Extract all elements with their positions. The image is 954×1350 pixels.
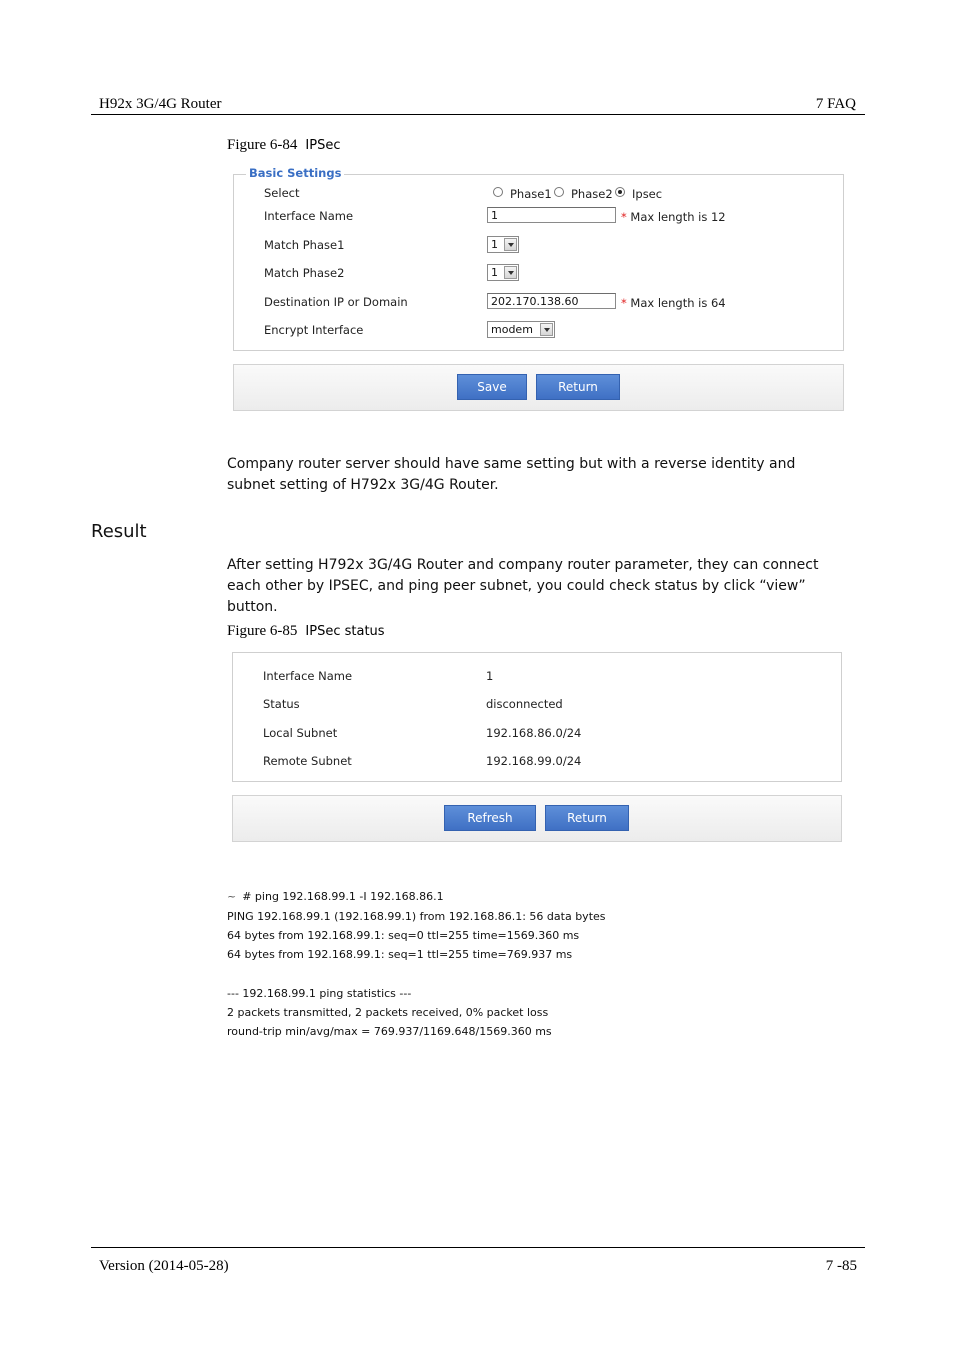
figure-85-number: Figure 6-85 [227, 623, 298, 639]
status-row-value: 192.168.99.0/24 [486, 754, 582, 768]
chevron-down-icon [504, 266, 517, 279]
encrypt-interface-value: modem [491, 323, 533, 336]
radio-phase1[interactable] [493, 187, 503, 197]
console-line: --- 192.168.99.1 ping statistics --- [227, 987, 412, 1000]
select-label: Select [264, 186, 300, 200]
console-line: 2 packets transmitted, 2 packets received, 0% packet loss [227, 1006, 549, 1019]
chevron-down-icon [540, 323, 553, 336]
required-star: * [621, 210, 627, 224]
return-button[interactable]: Return [536, 374, 620, 400]
status-button-bar [232, 795, 842, 842]
footer-version: Version (2014-05-28) [99, 1258, 229, 1274]
paragraph-after-setting: After setting H792x 3G/4G Router and company router parameter, they can connect each other by IPSEC, and ping peer subnet, you could check status by click “view” button. [227, 557, 819, 615]
match-phase2-label: Match Phase2 [264, 266, 345, 280]
encrypt-interface-select[interactable] [487, 321, 555, 338]
header-rule [91, 114, 865, 115]
footer-rule [91, 1247, 865, 1248]
save-button[interactable]: Save [457, 374, 527, 400]
figure-84-caption [227, 137, 341, 154]
destination-note-text: Max length is 64 [630, 296, 726, 310]
encrypt-interface-label: Encrypt Interface [264, 323, 364, 337]
console-line [227, 890, 444, 903]
figure-84-name: IPSec [305, 138, 341, 153]
section-result-heading: Result [91, 521, 147, 542]
destination-label: Destination IP or Domain [264, 295, 408, 309]
status-row-label: Remote Subnet [263, 754, 352, 768]
match-phase1-label: Match Phase1 [264, 238, 345, 252]
radio-ipsec-label: Ipsec [632, 187, 663, 201]
status-row-value: disconnected [486, 697, 563, 711]
status-row-label: Local Subnet [263, 726, 338, 740]
radio-phase2[interactable] [554, 187, 564, 197]
basic-settings-legend: Basic Settings [246, 166, 344, 180]
required-star: * [621, 296, 627, 310]
match-phase1-select[interactable] [487, 236, 519, 253]
destination-input[interactable]: 202.170.138.60 [487, 293, 616, 309]
match-phase1-value: 1 [491, 238, 498, 251]
chevron-down-icon [504, 238, 517, 251]
radio-phase1-label: Phase1 [510, 187, 552, 201]
figure-85-name: IPSec status [305, 624, 385, 639]
radio-ipsec[interactable] [615, 187, 625, 197]
interface-name-label: Interface Name [264, 209, 354, 223]
console-line: PING 192.168.99.1 (192.168.99.1) from 192.168.86.1: 56 data bytes [227, 910, 606, 923]
status-row-value: 192.168.86.0/24 [486, 726, 582, 740]
header-title: H92x 3G/4G Router [99, 96, 222, 112]
figure-85-caption [227, 623, 385, 640]
status-row-label: Status [263, 697, 300, 711]
console-prompt: ~ [227, 890, 237, 903]
match-phase2-value: 1 [491, 266, 498, 279]
status-row-label: Interface Name [263, 669, 353, 683]
refresh-button[interactable]: Refresh [444, 805, 536, 831]
page-number: 7 -85 [825, 1258, 857, 1274]
interface-name-input[interactable]: 1 [487, 207, 616, 223]
interface-name-note-text: Max length is 12 [630, 210, 726, 224]
console-line: 64 bytes from 192.168.99.1: seq=1 ttl=255 time=769.937 ms [227, 948, 573, 961]
interface-name-note [621, 210, 726, 224]
figure-84-number: Figure 6-84 [227, 137, 298, 153]
radio-phase2-label: Phase2 [571, 187, 613, 201]
return-button[interactable]: Return [545, 805, 629, 831]
console-line: 64 bytes from 192.168.99.1: seq=0 ttl=255 time=1569.360 ms [227, 929, 580, 942]
match-phase2-select[interactable] [487, 264, 519, 281]
paragraph-company-router: Company router server should have same setting but with a reverse identity and subnet setting of H792x 3G/4G Router. [227, 456, 796, 493]
console-line: round-trip min/avg/max = 769.937/1169.648/1569.360 ms [227, 1025, 552, 1038]
status-row-value: 1 [486, 669, 494, 683]
header-chapter: 7 FAQ [815, 96, 856, 112]
destination-note [621, 296, 726, 310]
console-command: # ping 192.168.99.1 -I 192.168.86.1 [242, 890, 444, 903]
